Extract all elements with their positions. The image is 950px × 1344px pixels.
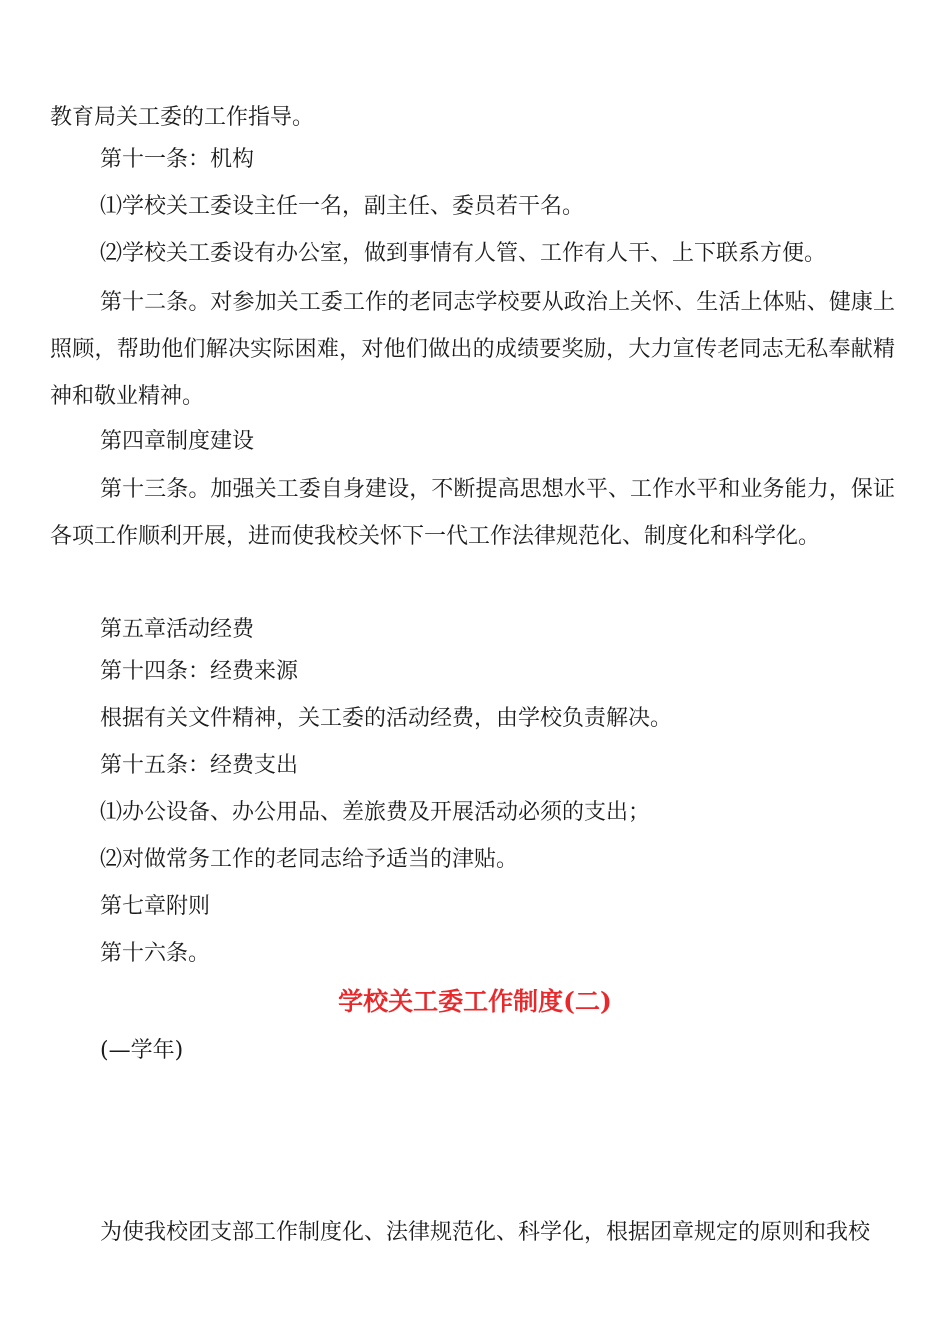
section-title: 学校关工委工作制度(二) [338,987,612,1016]
chapter-4-heading: 第四章制度建设 [100,429,255,454]
article-11-item-1: ⑴学校关工委设主任一名，副主任、委员若干名。 [100,194,585,219]
article-13-paragraph: 第十三条。加强关工委自身建设，不断提高思想水平、工作水平和业务能力，保证各项工作顺利开展，进而使我校关怀下一代工作法律规范化、制度化和科学化。 [50,477,895,549]
article-15-heading: 第十五条：经费支出 [100,753,299,778]
school-year-label: (—学年) [100,1038,184,1063]
article-14-heading: 第十四条：经费来源 [100,659,299,684]
closing-paragraph: 为使我校团支部工作制度化、法律规范化、科学化，根据团章规定的原则和我校 [100,1220,871,1245]
article-11-item-2: ⑵学校关工委设有办公室，做到事情有人管、工作有人干、上下联系方便。 [100,241,827,266]
article-15-item-2: ⑵对做常务工作的老同志给予适当的津贴。 [100,847,519,872]
article-11-heading: 第十一条：机构 [100,147,255,172]
article-12-paragraph: 第十二条。对参加关工委工作的老同志学校要从政治上关怀、生活上体贴、健康上照顾，帮助他们解决实际困难，对他们做出的成绩要奖励，大力宣传老同志无私奉献精神和敬业精神。 [50,290,895,409]
text-line-guidance: 教育局关工委的工作指导。 [50,105,315,130]
chapter-5-heading: 第五章活动经费 [100,617,255,642]
article-14-text: 根据有关文件精神，关工委的活动经费，由学校负责解决。 [100,706,673,731]
article-16-heading: 第十六条。 [100,941,211,966]
article-15-item-1: ⑴办公设备、办公用品、差旅费及开展活动必须的支出； [100,800,651,825]
chapter-7-heading: 第七章附则 [100,894,211,919]
